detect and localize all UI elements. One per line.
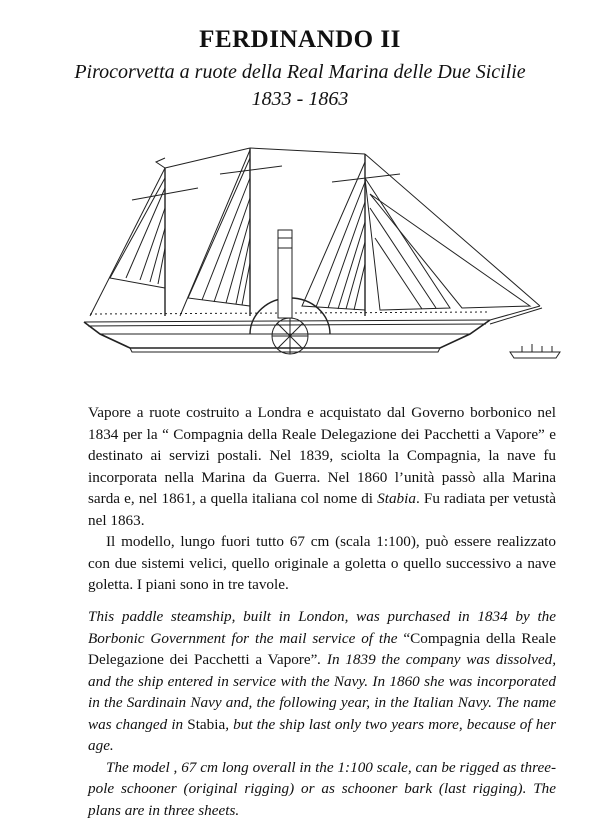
italian-paragraph-2: Il modello, lungo fuori tutto 67 cm (scala 1:100), può essere realizzato con due sistemi velici, quello originale a goletta o quello successivo a nave goletta. I piani sono in tre tavole. — [88, 533, 556, 593]
italian-text-part-2: . Fu radiata per vetustà nel 1863. — [88, 490, 556, 529]
ship-name-stabia: Stabia — [377, 490, 416, 507]
company-name: “Compagnia della Reale Delegazione dei Pacchetti a Vapore” — [88, 629, 556, 668]
english-text-part-3: , but the ship last only two years more, because of her age. — [88, 715, 556, 754]
italian-text-part-1: Vapore a ruote costruito a Londra e acquistato dal Governo borbonico nel 1834 per la “ Compagnia della Reale Delegazione dei Pacchetti a Vapore” e destinato ai servizi postali. Nel 1839, sciolta la Compagnia, la nave fu incorporata nella Marina da Guerra. Nel 1860 l’unità passò alla Marina sarda e, nel 1861, a quella italiana col nome di — [88, 404, 556, 507]
page-subtitle: Pirocorvetta a ruote della Real Marina delle Due Sicilie — [74, 61, 526, 83]
english-text-part-1: This paddle steamship, built in London, was purchased in 1834 by the Borbonic Government for the mail service of the — [88, 608, 556, 647]
english-paragraph-2: The model , 67 cm long overall in the 1:100 scale, can be rigged as three-pole schooner (original rigging) or as schooner bark (last rigging). The plans are in three sheets. — [88, 758, 556, 819]
years-range: 1833 - 1863 — [251, 88, 349, 110]
italian-description — [88, 402, 556, 596]
italian-paragraph-1 — [88, 402, 556, 531]
english-text-part-2: . In 1839 the company was dissolved, and the ship entered in service with the Navy. In 1860 she was incorporated in the Sardinain Navy and, the following year, in the Italian Navy. The name was changed in — [88, 651, 557, 733]
paddle-steamship-drawing-icon — [70, 138, 570, 370]
page-title: FERDINANDO II — [199, 26, 401, 53]
english-paragraph-1 — [88, 606, 556, 757]
ship-name-stabia-en: Stabia — [187, 715, 226, 733]
english-description — [88, 606, 556, 821]
